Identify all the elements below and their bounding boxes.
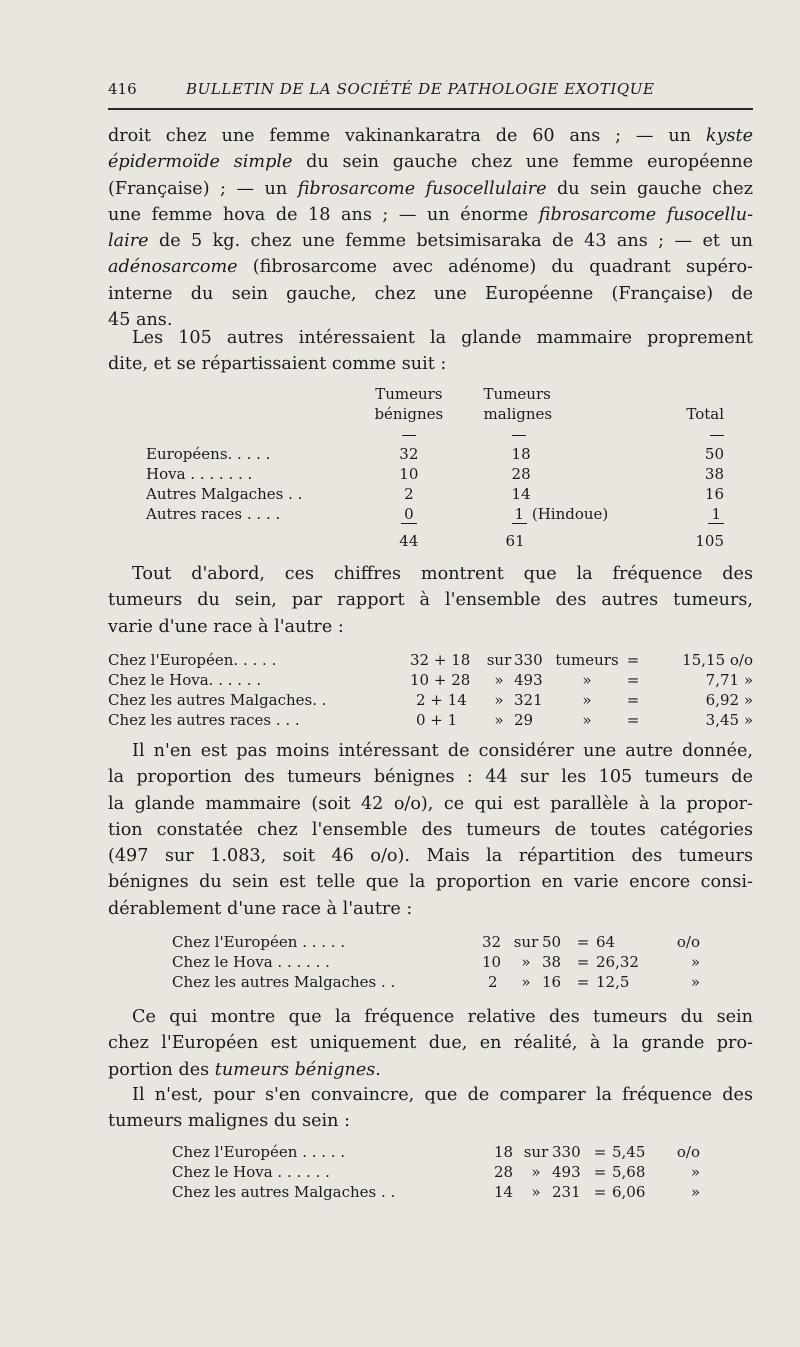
text-line: tion constatée chez l'ensemble des tumeurs de toutes catégories xyxy=(108,819,753,840)
text-line: (Française) ; — un fibrosarcome fusocellulaire du sein gauche chez xyxy=(108,178,753,199)
table-frequence-tumeurs-sein xyxy=(108,650,753,730)
row-label: Chez le Hova. . . . . . xyxy=(108,671,262,689)
cell-total: 38 xyxy=(704,465,724,483)
row-label: Chez l'Européen. . . . . xyxy=(108,651,277,669)
cell-benign: 0 xyxy=(401,505,417,524)
header-dash-row xyxy=(146,424,724,444)
cell-result: 12,5 xyxy=(596,973,630,991)
text-line: varie d'une race à l'autre : xyxy=(108,616,344,637)
cell-sur: sur xyxy=(513,933,539,951)
cell-malign: 28 xyxy=(511,465,531,483)
text-line: tumeurs du sein, par rapport à l'ensemble des autres tumeurs, xyxy=(108,590,753,611)
col-header-benign-2: bénignes xyxy=(374,405,444,423)
table-tumeurs-par-race xyxy=(146,384,724,552)
cell-b: 50 xyxy=(542,933,562,951)
journal-title: BULLETIN DE LA SOCIÉTÉ DE PATHOLOGIE EXOTIQUE xyxy=(186,80,655,98)
row-label: Chez les autres races . . . xyxy=(108,711,300,729)
text-line: portion des tumeurs bénignes. xyxy=(108,1059,381,1080)
cell-unit: » xyxy=(582,691,592,709)
cell-expr: 10 + 28 xyxy=(410,671,471,689)
cell-eq: = xyxy=(576,933,590,951)
cell-b: 330 xyxy=(552,1143,581,1161)
cell-sur: » xyxy=(521,953,531,971)
cell-malign: 18 xyxy=(511,445,531,463)
cell-total: 330 xyxy=(514,651,543,669)
row-label: Hova . . . . . . . xyxy=(146,465,253,483)
cell-eq: = xyxy=(626,671,640,689)
row-label: Chez le Hova . . . . . . xyxy=(172,1163,330,1181)
cell-a: 2 xyxy=(488,973,498,991)
cell-eq: = xyxy=(626,711,640,729)
cell-sur: » xyxy=(494,691,504,709)
table-tumeurs-malignes xyxy=(172,1142,700,1202)
row-label: Chez les autres Malgaches. . xyxy=(108,691,327,709)
table-row xyxy=(108,710,753,730)
paragraph xyxy=(108,738,753,922)
row-label: Chez l'Européen . . . . . xyxy=(172,1143,346,1161)
cell-a: 14 xyxy=(494,1183,514,1201)
cell-eq: = xyxy=(576,953,590,971)
cell-result: 26,32 xyxy=(596,953,639,971)
cell-expr: 0 + 1 xyxy=(416,711,458,729)
cell-unit: » xyxy=(582,671,592,689)
total-malign: 61 xyxy=(505,532,525,550)
cell-a: 32 xyxy=(482,933,502,951)
table-totals-row xyxy=(146,524,724,552)
paragraph-continued xyxy=(108,123,753,333)
cell-result: 5,45 xyxy=(612,1143,646,1161)
cell-result: 3,45 » xyxy=(705,711,753,729)
text-line: interne du sein gauche, chez une Européenne (Française) de xyxy=(108,283,753,304)
table-row xyxy=(172,952,700,972)
table-row xyxy=(108,690,753,710)
cell-unit: » xyxy=(690,1183,700,1201)
cell-sur: sur xyxy=(523,1143,549,1161)
text-line: Ce qui montre que la fréquence relative des tumeurs du sein xyxy=(132,1007,753,1027)
cell-result: 64 xyxy=(596,933,616,951)
table-row xyxy=(172,932,700,952)
cell-result: 15,15 o/o xyxy=(682,651,753,669)
cell-result: 6,92 » xyxy=(705,691,753,709)
total-benign: 44 xyxy=(399,532,419,550)
text-line: laire de 5 kg. chez une femme betsimisaraka de 43 ans ; — et un xyxy=(108,231,754,252)
cell-benign: 32 xyxy=(399,445,419,463)
text-line: la glande mammaire (soit 42 o/o), ce qui est parallèle à la propor- xyxy=(108,793,753,814)
text-line: bénignes du sein est telle que la proportion en varie encore consi- xyxy=(108,872,753,893)
cell-a: 18 xyxy=(494,1143,514,1161)
text-line: la proportion des tumeurs bénignes : 44 sur les 105 tumeurs de xyxy=(108,767,753,788)
cell-eq: = xyxy=(576,973,590,991)
cell-expr: 32 + 18 xyxy=(410,651,471,669)
row-label: Autres Malgaches . . xyxy=(146,485,303,503)
cell-malign: 1 xyxy=(512,505,528,524)
paragraph xyxy=(108,561,753,640)
cell-benign: 10 xyxy=(399,465,419,483)
cell-unit: » xyxy=(690,953,700,971)
table-row xyxy=(172,1162,700,1182)
text-line: tumeurs malignes du sein : xyxy=(108,1111,351,1132)
cell-unit: o/o xyxy=(676,1143,700,1161)
cell-eq: = xyxy=(593,1183,607,1201)
dash xyxy=(402,435,416,436)
cell-sur: » xyxy=(521,973,531,991)
text-line: Les 105 autres intéressaient la glande mammaire proprement xyxy=(132,328,753,348)
page-number: 416 xyxy=(108,80,137,98)
table-row xyxy=(146,464,724,484)
cell-sur: » xyxy=(494,711,504,729)
text-line: Il n'est, pour s'en convaincre, que de comparer la fréquence des xyxy=(132,1085,753,1105)
table-row xyxy=(172,1182,700,1202)
paragraph xyxy=(108,1004,753,1083)
text-line: dérablement d'une race à l'autre : xyxy=(108,898,413,919)
cell-result: 6,06 xyxy=(612,1183,646,1201)
table-row xyxy=(172,972,700,992)
text-line: 45 ans. xyxy=(108,310,173,331)
cell-a: 28 xyxy=(494,1163,514,1181)
text-line: (497 sur 1.083, soit 46 o/o). Mais la répartition des tumeurs xyxy=(108,846,753,867)
cell-sur: » xyxy=(531,1163,541,1181)
total-total: 105 xyxy=(695,532,724,550)
col-header-malign-1: Tumeurs xyxy=(483,385,551,403)
text-line: chez l'Européen est uniquement due, en réalité, à la grande pro- xyxy=(108,1033,753,1054)
text-line: une femme hova de 18 ans ; — un énorme fibrosarcome fusocellu- xyxy=(108,204,754,225)
row-label: Chez les autres Malgaches . . xyxy=(172,1183,396,1201)
cell-result: 5,68 xyxy=(612,1163,646,1181)
cell-unit: » xyxy=(582,711,592,729)
cell-b: 493 xyxy=(552,1163,581,1181)
cell-note: (Hindoue) xyxy=(531,505,609,523)
cell-total: 29 xyxy=(514,711,534,729)
table-row xyxy=(146,444,724,464)
cell-result: 7,71 » xyxy=(705,671,753,689)
row-label: Chez l'Européen . . . . . xyxy=(172,933,346,951)
dash xyxy=(710,435,724,436)
table-header-row xyxy=(146,404,724,424)
cell-total: 16 xyxy=(704,485,724,503)
cell-eq: = xyxy=(593,1163,607,1181)
text-line: Il n'en est pas moins intéressant de considérer une autre donnée, xyxy=(132,741,753,761)
header-rule xyxy=(108,108,753,110)
table-row xyxy=(108,650,753,670)
running-header xyxy=(108,80,753,104)
cell-unit: » xyxy=(690,1163,700,1181)
text-line: droit chez une femme vakinankaratra de 60 ans ; — un kyste xyxy=(108,126,754,146)
col-header-total: Total xyxy=(686,405,724,423)
col-header-benign-1: Tumeurs xyxy=(375,385,443,403)
row-label: Chez les autres Malgaches . . xyxy=(172,973,396,991)
cell-total: 493 xyxy=(514,671,543,689)
cell-unit: tumeurs xyxy=(555,651,619,669)
table-row xyxy=(172,1142,700,1162)
cell-malign: 14 xyxy=(511,485,531,503)
text-line: épidermoïde simple du sein gauche chez une femme européenne xyxy=(108,152,753,173)
cell-sur: » xyxy=(494,671,504,689)
row-label: Européens. . . . . xyxy=(146,445,271,463)
cell-benign: 2 xyxy=(404,485,414,503)
cell-unit: » xyxy=(690,973,700,991)
cell-total: 1 xyxy=(708,505,724,524)
text-line: dite, et se répartissaient comme suit : xyxy=(108,354,447,375)
cell-b: 16 xyxy=(542,973,562,991)
cell-unit: o/o xyxy=(676,933,700,951)
dash xyxy=(512,435,526,436)
cell-sur: sur xyxy=(486,651,512,669)
cell-sur: » xyxy=(531,1183,541,1201)
cell-total: 321 xyxy=(514,691,543,709)
text-line: Tout d'abord, ces chiffres montrent que la fréquence des xyxy=(132,564,753,584)
row-label: Chez le Hova . . . . . . xyxy=(172,953,330,971)
table-row xyxy=(146,504,724,524)
cell-a: 10 xyxy=(482,953,502,971)
cell-eq: = xyxy=(626,651,640,669)
table-row xyxy=(146,484,724,504)
cell-eq: = xyxy=(626,691,640,709)
row-label: Autres races . . . . xyxy=(146,505,281,523)
cell-total: 50 xyxy=(704,445,724,463)
cell-expr: 2 + 14 xyxy=(416,691,467,709)
cell-b: 231 xyxy=(552,1183,581,1201)
paragraph xyxy=(108,1082,753,1135)
table-row xyxy=(108,670,753,690)
paragraph xyxy=(108,325,753,378)
col-header-malign-2: malignes xyxy=(483,405,553,423)
cell-eq: = xyxy=(593,1143,607,1161)
cell-b: 38 xyxy=(542,953,562,971)
table-tumeurs-benignes xyxy=(172,932,700,992)
table-header-row xyxy=(146,384,724,404)
text-line: adénosarcome (fibrosarcome avec adénome) du quadrant supéro- xyxy=(108,257,754,278)
